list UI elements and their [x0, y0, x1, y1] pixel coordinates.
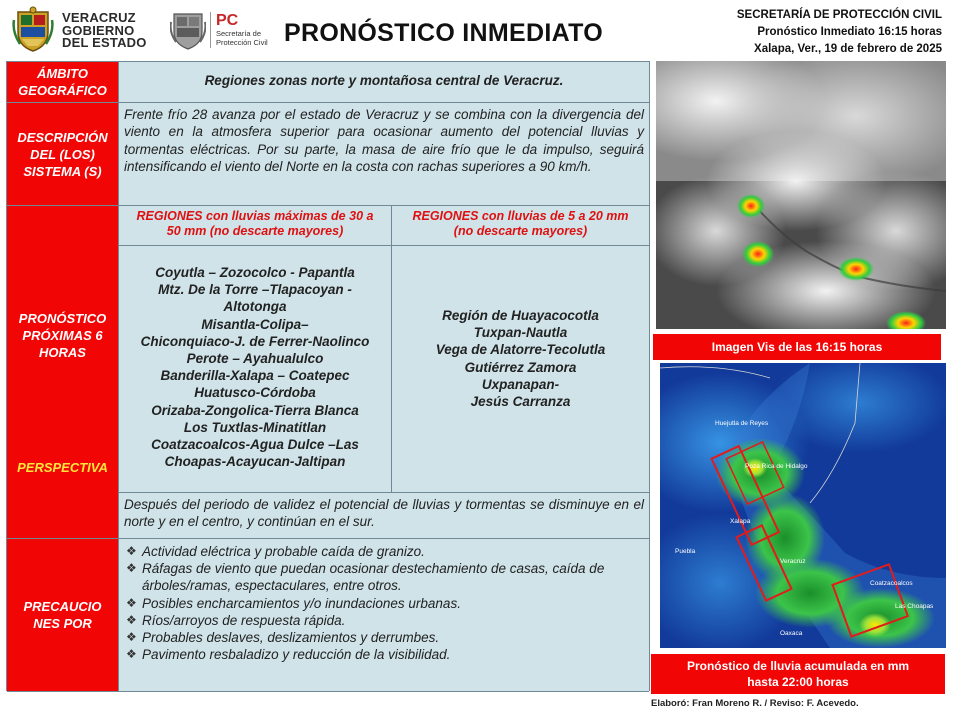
- page-title: PRONÓSTICO INMEDIATO: [284, 19, 603, 47]
- rain-forecast-map: [660, 363, 946, 648]
- ambito-label: [7, 62, 118, 103]
- label-line: GEOGRÁFICO: [18, 83, 107, 98]
- map-place-label: Puebla: [675, 548, 696, 555]
- region-line: Vega de Alatorre-Tecolutla: [435, 342, 606, 358]
- region-line: Coyutla – Zozocolco - Papantla: [155, 265, 355, 280]
- region-line: Perote – Ayahualulco: [186, 351, 324, 367]
- veracruz-logo-line: DEL ESTADO: [62, 35, 147, 50]
- region-line: Banderilla-Xalapa – Coatepec: [160, 368, 350, 384]
- heavy-rain-regions-list: [119, 246, 391, 492]
- header-bulletin-time: Pronóstico Inmediato 16:15 horas: [757, 26, 942, 38]
- diamond-bullet-icon: ❖: [126, 561, 137, 576]
- region-line: Uxpanapan-: [481, 376, 560, 392]
- precaution-text: Ráfagas de viento que puedan ocasionar destechamiento de casas, caída de árboles/ramas, espectaculares, entre otros.: [142, 561, 605, 594]
- precaution-text: Posibles encharcamientos y/o inundaciones urbanas.: [142, 595, 461, 611]
- satellite-caption: Imagen Vis de las 16:15 horas: [653, 334, 941, 360]
- region-line: Mtz. De la Torre –Tlapacoyan -: [158, 282, 352, 298]
- map-place-label: Oaxaca: [780, 630, 803, 637]
- list-item: [124, 612, 644, 629]
- list-item: [124, 543, 644, 560]
- diamond-bullet-icon: ❖: [126, 544, 137, 558]
- region-line: Coatzacoalcos-Agua Dulce –Las: [151, 437, 359, 453]
- ambito-text: Regiones zonas norte y montañosa central de Veracruz.: [204, 73, 564, 88]
- pc-logo-subtitle: [216, 30, 268, 47]
- veracruz-logo-line: GOBIERNO: [62, 22, 135, 38]
- map-place-label: Xalapa: [730, 518, 751, 525]
- map-place-label: Poza Rica de Hidalgo: [745, 463, 808, 470]
- pc-logo-sub-line: Protección Civil: [216, 37, 268, 47]
- veracruz-logo-text: [62, 12, 147, 50]
- descripcion-label: [7, 103, 118, 206]
- region-line: Jesús Carranza: [470, 394, 571, 410]
- veracruz-logo-line: VERACRUZ: [62, 10, 136, 25]
- light-rain-regions-header: [391, 206, 649, 246]
- region-line: Tuxpan-Nautla: [473, 325, 568, 341]
- header-place-date: Xalapa, Ver., 19 de febrero de 2025: [754, 43, 942, 55]
- page-header: [0, 0, 960, 60]
- pronostico-content: [118, 206, 649, 493]
- precaution-text: Ríos/arroyos de respuesta rápida.: [142, 612, 346, 628]
- descripcion-text: Frente frío 28 avanza por el estado de Veracruz y se combina con la divergencia del viento en la atmosfera superior para ocasionar aumento del potencial lluvias y tormentas eléctricas. Por su parte, la masa de aire frío que le da impulso, seguirá intensificando el viento del Norte en la costa con rachas superiores a 90 km/h.: [124, 107, 644, 175]
- region-line: Gutiérrez Zamora: [464, 359, 577, 375]
- label-line: PRONÓSTICO: [18, 311, 107, 326]
- label-line: DESCRIPCIÓN: [17, 129, 108, 145]
- light-rain-regions-list: [391, 246, 649, 492]
- label-line: SISTEMA (S): [23, 163, 102, 179]
- logo-divider: [210, 12, 211, 48]
- list-item: [124, 629, 644, 646]
- perspectiva-text: Después del periodo de validez el potencial de lluvias y tormentas se disminuye en el norte y en el centro, y continúan en el sur.: [124, 497, 644, 530]
- label-line: ÁMBITO: [36, 66, 89, 81]
- satellite-visible-image: [656, 61, 946, 329]
- diamond-bullet-icon: ❖: [126, 612, 137, 627]
- pronostico-label: [7, 206, 118, 539]
- perspectiva-content: [118, 493, 649, 539]
- label-line: DEL (LOS): [30, 146, 95, 162]
- precaution-text: Actividad eléctrica y probable caída de granizo.: [142, 544, 425, 559]
- region-line: Región de Huayacocotla: [442, 308, 599, 323]
- precaution-text: Probables deslaves, deslizamientos y derrumbes.: [142, 630, 440, 646]
- pronostico-label-text: [7, 310, 118, 361]
- precauciones-content: [118, 539, 649, 692]
- veracruz-shield-icon: [12, 6, 54, 52]
- header-line: 50 mm (no descarte mayores): [166, 224, 344, 238]
- descripcion-content: [118, 103, 649, 206]
- pc-logo-title: PC: [216, 12, 239, 29]
- diamond-bullet-icon: ❖: [126, 647, 137, 662]
- forecast-table: [6, 61, 650, 691]
- list-item: [124, 595, 644, 612]
- accumulated-rain-map: [660, 363, 946, 648]
- map-place-label: Veracruz: [780, 558, 806, 565]
- ambito-content: [118, 62, 649, 103]
- header-info: [737, 7, 942, 58]
- region-line: Orizaba-Zongolica-Tierra Blanca: [151, 402, 359, 418]
- header-line: REGIONES con lluvias máximas de 30 a: [136, 209, 374, 223]
- caption-line: hasta 22:00 horas: [747, 675, 849, 689]
- pc-logo-sub-line: Secretaría de: [216, 29, 262, 38]
- perspectiva-label: PERSPECTIVA: [17, 460, 108, 475]
- list-item: [124, 646, 644, 663]
- list-item: [124, 560, 644, 594]
- region-line: Altotonga: [223, 299, 287, 315]
- veracruz-government-logo: [12, 6, 162, 54]
- map-place-label: Coatzacoalcos: [870, 580, 913, 587]
- credits-footer: Elaboró: Fran Moreno R. / Reviso: F. Acevedo.: [651, 698, 859, 709]
- precautions-list: [119, 539, 649, 663]
- region-line: Huatusco-Córdoba: [194, 385, 316, 401]
- diamond-bullet-icon: ❖: [126, 630, 137, 645]
- label-line: HORAS: [39, 345, 86, 360]
- diamond-bullet-icon: ❖: [126, 595, 137, 610]
- label-line: PRÓXIMAS 6: [22, 328, 103, 343]
- map-place-label: Las Choapas: [895, 603, 934, 610]
- satellite-image: [656, 61, 946, 329]
- rain-map-caption: [651, 654, 945, 694]
- header-line: REGIONES con lluvias de 5 a 20 mm: [412, 209, 629, 223]
- label-line: PRECAUCIO: [23, 599, 102, 614]
- region-line: Los Tuxtlas-Minatitlan: [183, 419, 327, 435]
- header-agency: SECRETARÍA DE PROTECCIÓN CIVIL: [736, 9, 942, 21]
- proteccion-civil-logo: [170, 10, 280, 52]
- precauciones-label: [7, 539, 118, 692]
- label-line: NES POR: [33, 616, 92, 631]
- heavy-rain-regions-header: [119, 206, 391, 246]
- precaution-text: Pavimento resbaladizo y reducción de la visibilidad.: [142, 647, 451, 663]
- region-line: Chiconquiaco-J. de Ferrer-Naolinco: [140, 333, 370, 349]
- region-line: Misantla-Colipa–: [201, 316, 309, 332]
- region-line: Choapas-Acayucan-Jaltipan: [164, 454, 346, 470]
- header-line: (no descarte mayores): [453, 224, 588, 238]
- map-place-label: Huejutla de Reyes: [715, 420, 769, 427]
- state-seal-icon: [170, 10, 206, 50]
- caption-line: Pronóstico de lluvia acumulada en mm: [686, 659, 910, 673]
